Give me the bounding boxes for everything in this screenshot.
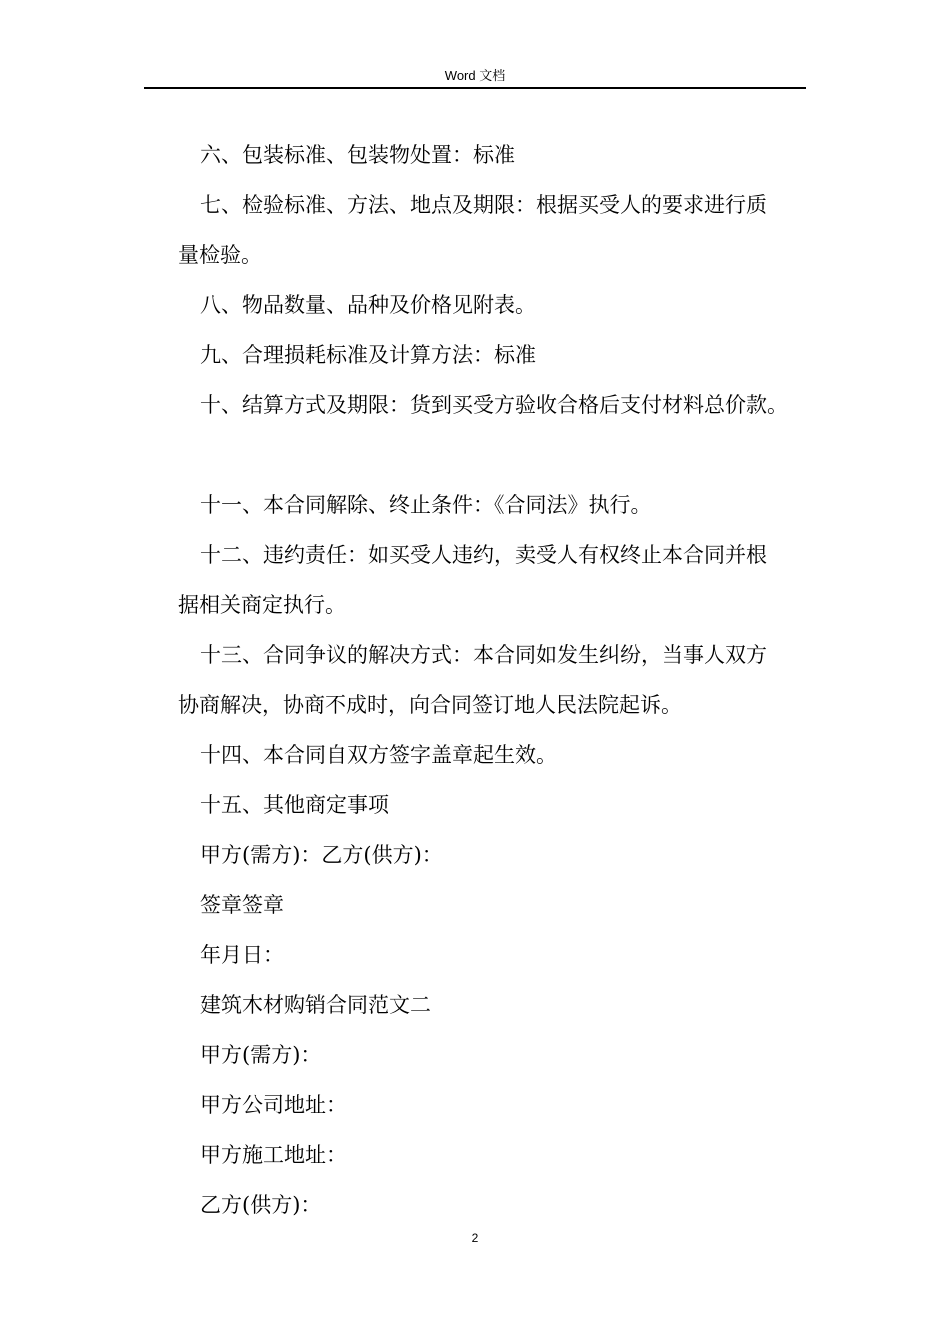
paragraph: 十二、违约责任：如买受人违约，卖受人有权终止本合同并根 bbox=[200, 543, 767, 567]
paragraph: 甲方(需方)： bbox=[200, 1043, 322, 1067]
paragraph: 十五、其他商定事项 bbox=[200, 793, 389, 817]
paragraph: 十一、本合同解除、终止条件：《合同法》执行。 bbox=[200, 493, 652, 517]
document-body bbox=[178, 130, 814, 1230]
paragraph-continuation: 据相关商定执行。 bbox=[178, 593, 346, 617]
paragraph: 六、包装标准、包装物处置：标准 bbox=[200, 143, 515, 167]
paragraph: 七、检验标准、方法、地点及期限：根据买受人的要求进行质 bbox=[200, 193, 767, 217]
paragraph: 年月日： bbox=[200, 943, 284, 967]
paragraph-continuation: 量检验。 bbox=[178, 243, 262, 267]
paragraph: 建筑木材购销合同范文二 bbox=[200, 993, 431, 1017]
paragraph: 甲方施工地址： bbox=[200, 1143, 347, 1167]
paragraph: 十、结算方式及期限：货到买受方验收合格后支付材料总价款。 bbox=[200, 393, 788, 417]
paragraph: 九、合理损耗标准及计算方法：标准 bbox=[200, 343, 536, 367]
paragraph: 十四、本合同自双方签字盖章起生效。 bbox=[200, 743, 557, 767]
blank-line bbox=[178, 430, 814, 480]
paragraph: 乙方(供方)： bbox=[200, 1193, 322, 1217]
header-divider bbox=[144, 87, 806, 89]
page-number: 2 bbox=[471, 1231, 479, 1245]
paragraph: 八、物品数量、品种及价格见附表。 bbox=[200, 293, 536, 317]
paragraph: 签章签章 bbox=[200, 893, 284, 917]
paragraph: 甲方公司地址： bbox=[200, 1093, 347, 1117]
paragraph-continuation: 协商解决，协商不成时，向合同签订地人民法院起诉。 bbox=[178, 693, 682, 717]
paragraph: 十三、合同争议的解决方式：本合同如发生纠纷，当事人双方 bbox=[200, 643, 767, 667]
paragraph: 甲方(需方)：乙方(供方)： bbox=[200, 843, 443, 867]
page-header: Word 文档 bbox=[444, 68, 506, 83]
